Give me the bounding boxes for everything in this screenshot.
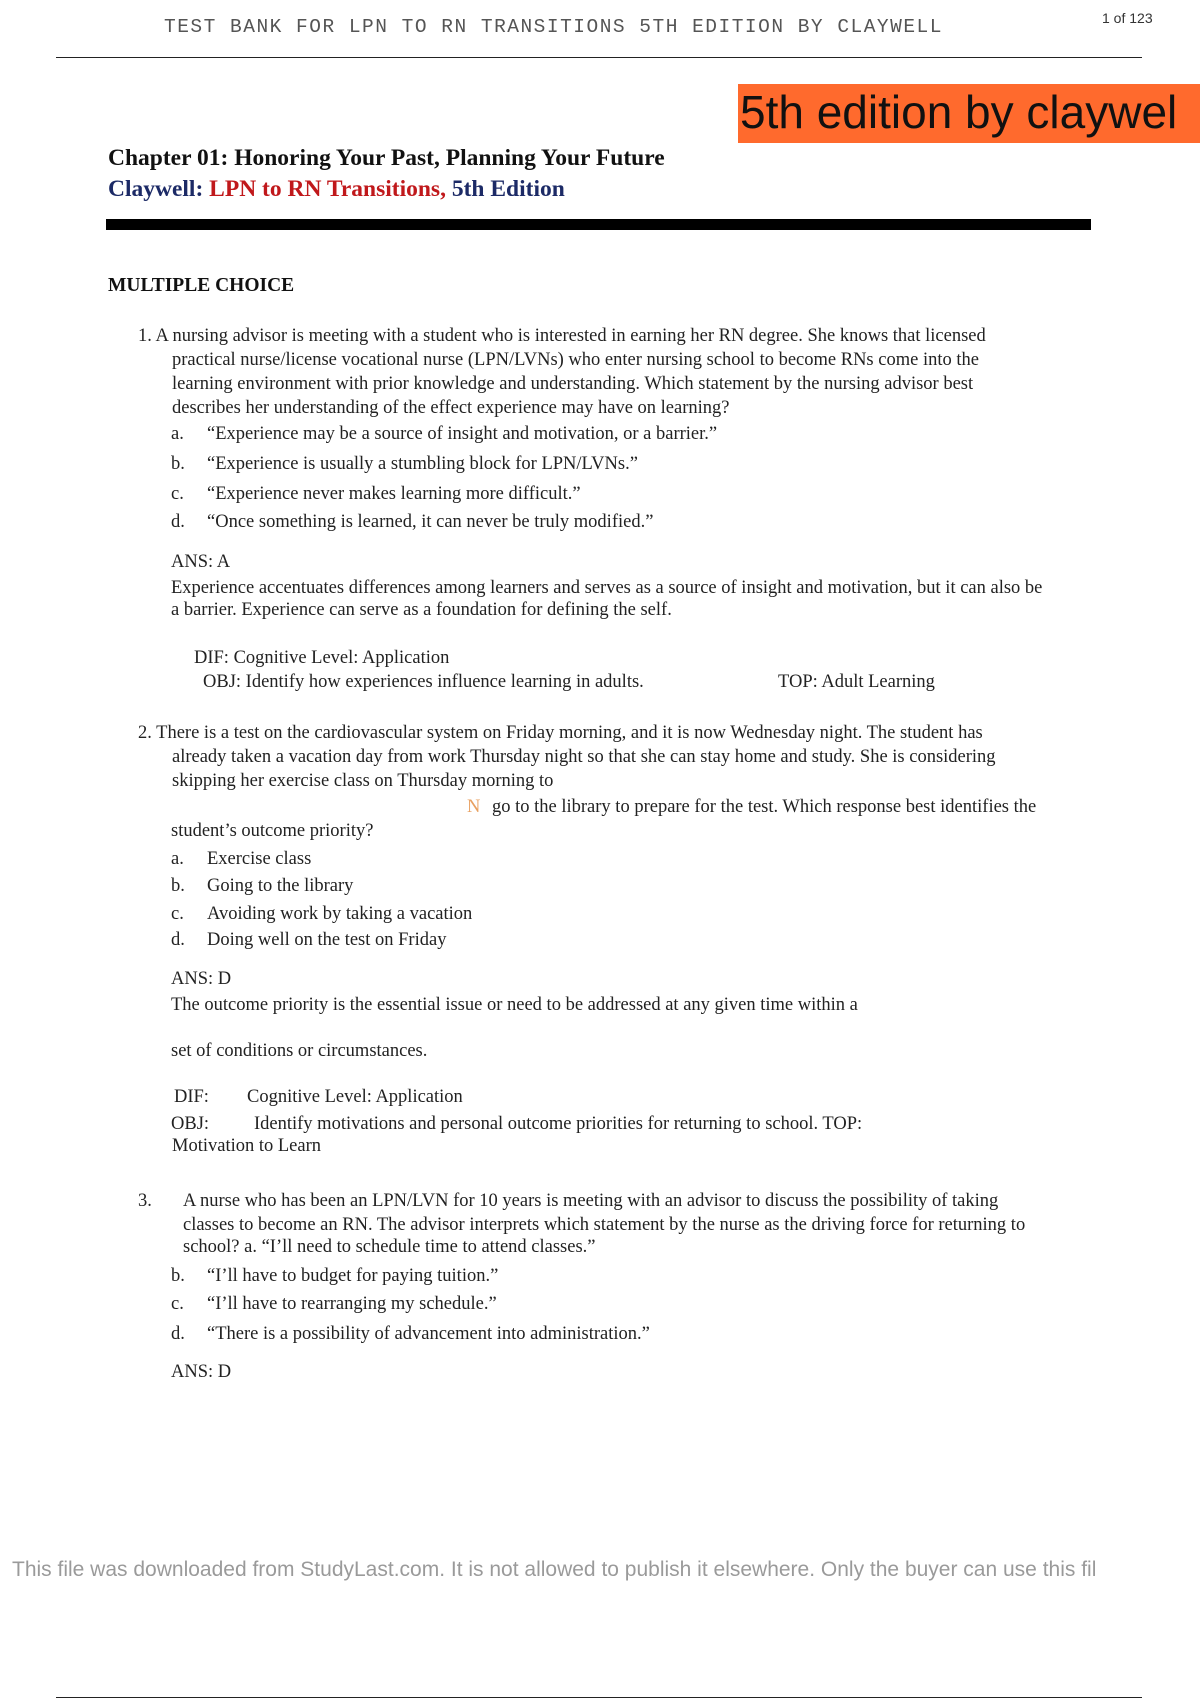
question-3-answer: ANS: D (171, 1362, 232, 1382)
question-2-option-d (171, 928, 446, 952)
book-edition: 5th Edition (451, 176, 565, 202)
option-text: Doing well on the test on Friday (207, 930, 447, 950)
question-2-topic: Motivation to Learn (172, 1136, 321, 1156)
book-line (108, 176, 565, 203)
promo-banner: 5th edition by claywel (738, 84, 1200, 143)
option-letter: b. (171, 876, 185, 896)
option-letter: a. (171, 849, 184, 869)
option-letter: d. (171, 930, 185, 950)
question-2-difficulty-label: DIF: (174, 1087, 209, 1107)
question-1-stem-line: practical nurse/license vocational nurse (LPN/LVNs) who enter nursing school to become RNs come into the (172, 350, 979, 370)
question-1-rationale-line: Experience accentuates differences among learners and serves as a source of insight and motivation, but it can also be (171, 578, 1043, 598)
stray-mark: N (467, 797, 481, 817)
question-1-option-d (171, 510, 653, 534)
option-text: “Experience never makes learning more difficult.” (207, 484, 581, 504)
question-2-stem-line: go to the library to prepare for the test. Which response best identifies the (492, 797, 1037, 817)
question-1-rationale-line: a barrier. Experience can serve as a foundation for defining the self. (171, 600, 672, 620)
header-title: TEST BANK FOR LPN TO RN TRANSITIONS 5TH EDITION BY CLAYWELL (164, 16, 943, 38)
question-2-stem-line: skipping her exercise class on Thursday morning to (172, 771, 554, 791)
question-2-difficulty: Cognitive Level: Application (247, 1087, 463, 1107)
book-title: LPN to RN Transitions, (209, 176, 446, 202)
option-letter: c. (171, 484, 184, 504)
chapter-title: Chapter 01: Honoring Your Past, Planning Your Future (108, 145, 665, 171)
option-text: “I’ll have to rearranging my schedule.” (207, 1294, 497, 1314)
option-text: “There is a possibility of advancement into administration.” (207, 1324, 650, 1344)
option-text: “Once something is learned, it can never be truly modified.” (207, 512, 654, 532)
download-notice: This file was downloaded from StudyLast.com. It is not allowed to publish it elsewhere. Only the buyer can use this fil (12, 1558, 1097, 1581)
question-1-objective: OBJ: Identify how experiences influence learning in adults. (203, 672, 644, 692)
question-2-rationale-line: The outcome priority is the essential issue or need to be addressed at any given time within a (171, 995, 858, 1015)
option-text: “Experience may be a source of insight and motivation, or a barrier.” (207, 424, 718, 444)
question-2-rationale-line: set of conditions or circumstances. (171, 1041, 428, 1061)
question-2-stem-line: student’s outcome priority? (171, 821, 374, 841)
question-1-stem-line: describes her understanding of the effect experience may have on learning? (172, 398, 730, 418)
chapter-divider (106, 219, 1091, 230)
question-1-option-b (171, 452, 638, 476)
question-3-option-c (171, 1292, 497, 1316)
option-text: Exercise class (207, 849, 312, 869)
question-3-option-d (171, 1322, 650, 1346)
option-text: Going to the library (207, 876, 354, 896)
question-1-option-c (171, 482, 581, 506)
book-author: Claywell: (108, 176, 204, 202)
option-letter: c. (171, 1294, 184, 1314)
header-divider (56, 57, 1142, 58)
question-3-stem-line: A nurse who has been an LPN/LVN for 10 years is meeting with an advisor to discuss the possibility of taking (183, 1191, 999, 1211)
question-1-topic: TOP: Adult Learning (778, 672, 935, 692)
option-letter: a. (171, 424, 184, 444)
question-2-option-a (171, 847, 311, 871)
question-2-answer: ANS: D (171, 969, 232, 989)
question-3-stem-line: school? a. “I’ll need to schedule time to attend classes.” (183, 1237, 596, 1257)
option-letter: b. (171, 1266, 185, 1286)
option-letter: b. (171, 454, 185, 474)
option-letter: c. (171, 904, 184, 924)
section-heading: MULTIPLE CHOICE (108, 275, 295, 296)
page-counter: 1 of 123 (1102, 10, 1153, 26)
question-2-stem-line: already taken a vacation day from work Thursday night so that she can stay home and study. She is considering (172, 747, 996, 767)
question-2-objective: Identify motivations and personal outcome priorities for returning to school. TOP: (254, 1114, 863, 1134)
question-1-stem-line: learning environment with prior knowledge and understanding. Which statement by the nursing advisor best (172, 374, 974, 394)
question-1-difficulty: DIF: Cognitive Level: Application (194, 648, 450, 668)
question-3-stem-line: classes to become an RN. The advisor interprets which statement by the nurse as the driving force for returning to (183, 1215, 1026, 1235)
option-text: “Experience is usually a stumbling block for LPN/LVNs.” (207, 454, 638, 474)
question-3-option-b (171, 1264, 498, 1288)
option-letter: d. (171, 1324, 185, 1344)
question-1-answer: ANS: A (171, 552, 231, 572)
question-1-stem-line: 1. A nursing advisor is meeting with a student who is interested in earning her RN degree. She knows that licensed (138, 326, 986, 346)
question-2-option-b (171, 874, 353, 898)
footer-divider (56, 1697, 1142, 1698)
question-3-number: 3. (138, 1191, 152, 1211)
option-letter: d. (171, 512, 185, 532)
question-2-stem-line: 2. There is a test on the cardiovascular system on Friday morning, and it is now Wednesday night. The student has (138, 723, 983, 743)
option-text: Avoiding work by taking a vacation (207, 904, 473, 924)
question-2-option-c (171, 902, 472, 926)
option-text: “I’ll have to budget for paying tuition.” (207, 1266, 499, 1286)
question-2-objective-label: OBJ: (171, 1114, 210, 1134)
question-1-option-a (171, 422, 717, 446)
